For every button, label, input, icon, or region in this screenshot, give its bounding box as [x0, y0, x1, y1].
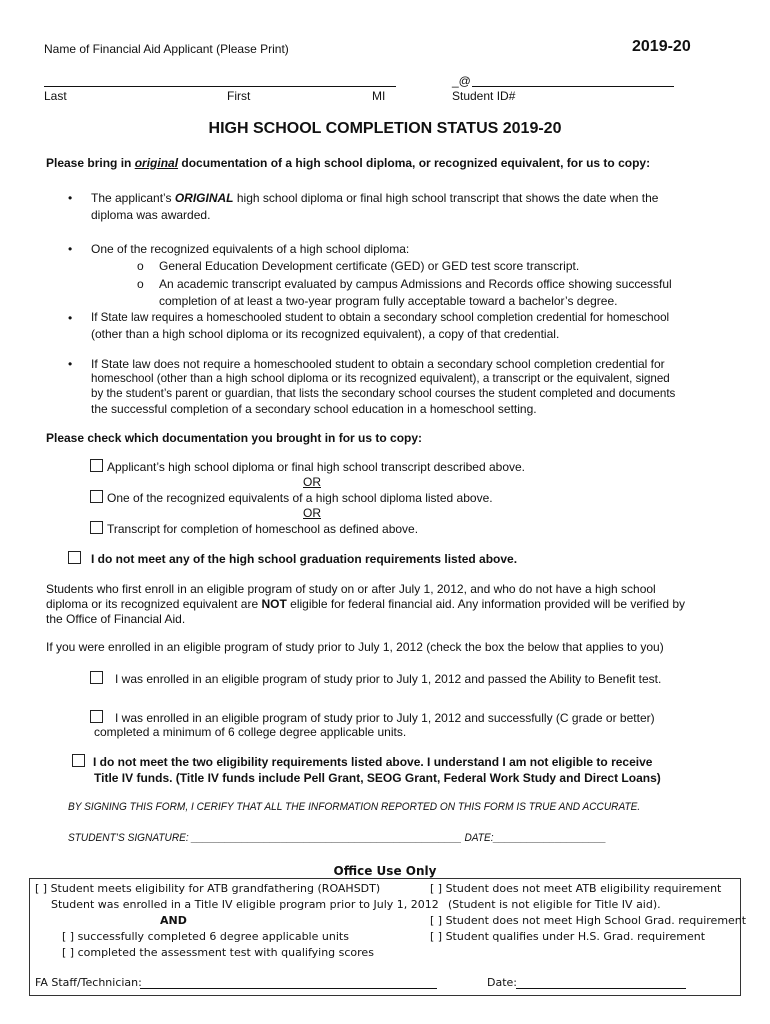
bullet-2-sub-2-line-2: completion of at least a two-year program fully acceptable toward a bachelor’s degree. [159, 294, 618, 308]
option-units [90, 710, 655, 725]
staff-signature-line[interactable] [140, 988, 437, 989]
office-use-title: Office Use Only [333, 864, 437, 878]
bullet-2-sub-1: General Education Development certificate (GED) or GED test score transcript. [159, 259, 580, 273]
not-meet-checkbox[interactable] [68, 551, 81, 564]
units-checkbox[interactable] [90, 710, 103, 723]
not-eligible-checkbox[interactable] [72, 754, 85, 767]
student-id-input-line[interactable] [472, 86, 674, 87]
option-equivalent [90, 490, 493, 505]
option-units-label-2: completed a minimum of 6 college degree applicable units. [94, 725, 407, 739]
diploma-checkbox[interactable] [90, 459, 103, 472]
eligibility-p2: If you were enrolled in an eligible program of study prior to July 1, 2012 (check the box the below that applies to you) [46, 640, 664, 654]
bullet-1-line-1 [91, 191, 658, 205]
p1-post: eligible for federal financial aid. Any information provided will be verified by [286, 597, 686, 611]
name-input-line[interactable] [44, 86, 396, 87]
office-completed-units: [ ] successfully completed 6 degree applicable units [62, 930, 349, 943]
intro-post: documentation of a high school diploma, or recognized equivalent, for us to copy: [178, 156, 651, 170]
bullet-icon: • [68, 242, 73, 256]
bullet-icon: • [68, 357, 73, 371]
middle-initial-label: MI [372, 89, 386, 103]
office-qualifies-hs: [ ] Student qualifies under H.S. Grad. requirement [430, 930, 706, 943]
sub-bullet-icon: o [137, 277, 144, 291]
bullet-4-line-3: by the student’s parent or guardian, that lists the secondary school courses the student completed and documents [91, 387, 676, 400]
office-completed-test: [ ] completed the assessment test with qualifying scores [62, 946, 374, 959]
b1-post: high school diploma or final high school transcript that shows the date when the [233, 191, 659, 205]
option-units-label-1: I was enrolled in an eligible program of study prior to July 1, 2012 and successfully (C grade or better) [115, 711, 655, 725]
eligibility-p1-line-2 [46, 597, 685, 611]
option-diploma [90, 459, 525, 474]
atb-checkbox[interactable] [90, 671, 103, 684]
office-enrolled-prior: Student was enrolled in a Title IV eligible program prior to July 1, 2012 [51, 898, 439, 911]
office-not-eligible-note: (Student is not eligible for Title IV aid). [448, 898, 661, 911]
bullet-icon: • [68, 191, 73, 205]
eligibility-p1-line-1: Students who first enroll in an eligible program of study on or after July 1, 2012, and who do not have a high school [46, 582, 656, 596]
office-date-label: Date: [487, 976, 517, 989]
bullet-2-sub-2-line-1: An academic transcript evaluated by campus Admissions and Records office showing successful [159, 277, 672, 291]
bullet-4-line-4: the successful completion of a secondary school education in a homeschool setting. [91, 402, 537, 416]
equivalent-checkbox[interactable] [90, 490, 103, 503]
office-not-meet-atb: [ ] Student does not meet ATB eligibility requirement [430, 882, 722, 895]
homeschool-checkbox[interactable] [90, 521, 103, 534]
last-name-label: Last [44, 89, 67, 103]
office-date-line[interactable] [516, 988, 686, 989]
bullet-4-line-2: homeschool (other than a high school diploma or its recognized equivalent), a transcript or the equivalent, signed [91, 372, 670, 385]
p1-emph: NOT [261, 597, 287, 611]
form-year: 2019-20 [632, 38, 691, 55]
office-atb-grandfathering: [ ] Student meets eligibility for ATB grandfathering (ROAHSDT) [35, 882, 381, 895]
option-homeschool [90, 521, 418, 536]
or-separator: OR [303, 506, 321, 520]
option-atb-label: I was enrolled in an eligible program of study prior to July 1, 2012 and passed the Ability to Benefit test. [115, 672, 662, 686]
bullet-1-line-2: diploma was awarded. [91, 208, 211, 222]
intro-emph: original [134, 156, 179, 170]
office-and: AND [160, 914, 187, 927]
option-homeschool-label: Transcript for completion of homeschool as defined above. [107, 522, 419, 536]
staff-label: FA Staff/Technician: [35, 976, 142, 989]
option-not-eligible [72, 754, 652, 769]
b1-pre: The applicant’s [91, 191, 175, 205]
or-separator: OR [303, 475, 321, 489]
intro-pre: Please bring in [46, 156, 135, 170]
p1-pre: diploma or its recognized equivalent are [46, 597, 262, 611]
bullet-2: One of the recognized equivalents of a high school diploma: [91, 242, 410, 256]
bullet-4-line-1: If State law does not require a homeschooled student to obtain a secondary school completion credential for [91, 357, 665, 371]
option-not-meet-label: I do not meet any of the high school graduation requirements listed above. [91, 552, 518, 566]
student-id-label: Student ID# [452, 89, 516, 103]
option-equivalent-label: One of the recognized equivalents of a high school diploma listed above. [107, 491, 493, 505]
signature-date-line[interactable]: STUDENT’S SIGNATURE: ________________________________________________ DATE:____________________ [68, 832, 607, 844]
first-name-label: First [227, 89, 251, 103]
option-not-eligible-label-2: Title IV funds. (Title IV funds include Pell Grant, SEOG Grant, Federal Work Study and Direct Loans) [94, 771, 661, 785]
check-heading: Please check which documentation you brought in for us to copy: [46, 431, 423, 445]
certify-statement: BY SIGNING THIS FORM, I CERIFY THAT ALL THE INFORMATION REPORTED ON THIS FORM IS TRUE AND ACCURATE. [68, 801, 641, 813]
applicant-name-label: Name of Financial Aid Applicant (Please Print) [44, 42, 289, 56]
eligibility-p1-line-3: the Office of Financial Aid. [46, 612, 186, 626]
b1-emph: ORIGINAL [174, 191, 234, 205]
page-title: HIGH SCHOOL COMPLETION STATUS 2019-20 [208, 120, 562, 137]
option-atb [90, 671, 661, 686]
sub-bullet-icon: o [137, 259, 144, 273]
bullet-3-line-1: If State law requires a homeschooled student to obtain a secondary school completion credential for homeschool [91, 311, 670, 324]
office-not-meet-hs: [ ] Student does not meet High School Grad. requirement [430, 914, 747, 927]
intro-text [46, 156, 650, 170]
option-not-meet [68, 551, 517, 566]
option-not-eligible-label-1: I do not meet the two eligibility requirements listed above. I understand I am not eligible to receive [93, 755, 653, 769]
bullet-3-line-2: (other than a high school diploma or its recognized equivalent), a copy of that credential. [91, 327, 560, 341]
option-diploma-label: Applicant’s high school diploma or final high school transcript described above. [107, 460, 526, 474]
bullet-icon: • [68, 311, 73, 325]
student-id-prefix: _@ [452, 74, 471, 88]
